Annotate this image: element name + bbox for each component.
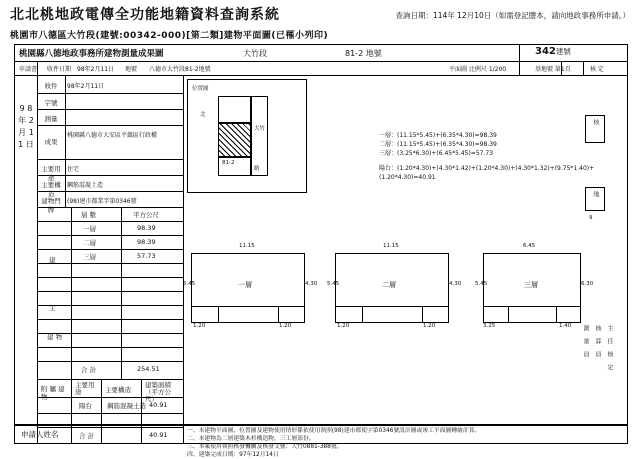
sketch-parcel-a — [218, 96, 252, 124]
divider — [37, 61, 38, 75]
floor-plan-2-dim-top: 11.15 — [383, 243, 399, 249]
stamp-vertical-note-2: 主 任 核 定 — [606, 325, 613, 370]
floor-plan-2-label: 二層 — [382, 281, 396, 289]
formula-line-0: 一層：(11.15*5.45)+(6.35*4.30)=98.39 — [379, 132, 497, 139]
meta-check: 核 定 — [590, 66, 604, 73]
formula-line-1: 二層：(11.15*5.45)+(6.35*4.30)=98.39 — [379, 141, 497, 148]
sheet-meta-row — [15, 61, 627, 76]
divider — [71, 207, 72, 379]
area-row-floor-1: 二層 — [83, 239, 96, 247]
reg-label-4: 主要用途 — [41, 165, 61, 182]
divider — [278, 306, 279, 322]
divider — [37, 319, 183, 320]
applicant-label: 申請人姓名 — [21, 430, 59, 439]
floor-plan-3-dim-right: 6.30 — [581, 281, 594, 287]
divider — [519, 45, 520, 61]
reg-value-4: 住宅 — [67, 166, 80, 173]
area-table — [37, 207, 184, 380]
reg-label-1: 字號 — [44, 99, 58, 107]
annex-row-use-0: 陽台 — [79, 402, 92, 410]
divider — [37, 125, 183, 126]
location-sketch — [187, 79, 307, 193]
area-header-floor: 層 數 — [81, 211, 97, 219]
formula-line-4: 陽台：(1.20*4.30)+(4.30*1.42)+(1.20*4.30)+(4.30*1.32)+(9.75*1.40)+(1.20*4.30)=40.91 — [379, 165, 595, 181]
area-row-floor-0: 一層 — [83, 225, 96, 233]
reg-value-6: (98)建市都業字第0346號 — [67, 198, 137, 205]
divider — [65, 75, 66, 207]
meta-lot-label: 地號 — [125, 66, 138, 73]
divider — [37, 347, 183, 348]
area-group-label: 建 — [49, 256, 56, 264]
sketch-lot-label: 81-2 — [222, 160, 235, 166]
meta-app-label: 申請書 — [19, 66, 38, 73]
note-line-2: 三、本案使用執照核發機關及核發文號：大竹0881-388號。 — [187, 444, 343, 450]
divider — [508, 306, 509, 322]
stamp-box-2-text: 地 — [592, 191, 599, 197]
floor-plan-2-dim-br: 1.20 — [423, 323, 436, 329]
area-total-value: 254.51 — [137, 365, 160, 373]
floor-plan-2 — [335, 253, 449, 323]
page-title: 北北桃地政電傳全功能地籍資料查詢系統 — [10, 7, 280, 23]
floor-plan-3 — [483, 253, 581, 323]
sheet-title-row — [15, 45, 627, 62]
divider — [37, 263, 183, 264]
divider — [583, 61, 584, 75]
divider — [561, 61, 562, 75]
divider — [37, 159, 183, 160]
divider — [183, 75, 184, 425]
annex-header-area: 建築面積（平方公尺） — [145, 381, 171, 403]
reg-label-5: 主要構造 — [41, 181, 61, 198]
annex-row-structure-0: 鋼筋混凝土造 — [107, 402, 146, 410]
divider — [37, 277, 183, 278]
reg-label-3: 成果 — [44, 138, 58, 146]
left-date-text: 9 8 年 2 月 1 1 日 — [18, 104, 34, 149]
divider — [37, 109, 183, 110]
area-row-area-2: 57.73 — [137, 252, 156, 260]
divider — [37, 93, 183, 94]
floor-plan-2-dim-left: 5.45 — [327, 281, 340, 287]
divider — [422, 306, 423, 322]
build-number-suffix: 建號 — [555, 47, 571, 56]
meta-receive-label: 收件日期 — [47, 66, 72, 73]
divider — [37, 291, 183, 292]
annex-group-label: 附 屬 建 物 — [41, 385, 65, 401]
applicant-row — [15, 424, 627, 443]
area-vertical-label-main: 主 — [49, 304, 56, 312]
formula-line-2: 三層：(3.25*6.30)+(6.45*5.45)=57.73 — [379, 150, 494, 157]
divider — [556, 306, 557, 322]
stamp-box-1-text: 核 — [592, 119, 599, 125]
lot-label: 81-2 地號 — [345, 49, 382, 58]
floor-plan-1-dim-br: 1.20 — [279, 323, 292, 329]
floor-plan-2-dim-bl: 1.20 — [337, 323, 350, 329]
left-date-column — [15, 75, 38, 443]
reg-value-5: 鋼筋混凝土造 — [67, 182, 104, 189]
area-row-floor-2: 三層 — [83, 253, 96, 261]
area-formulas — [379, 131, 617, 182]
area-row-area-1: 98.39 — [137, 238, 156, 246]
section-label: 大竹段 — [243, 49, 267, 58]
floor-plan-1-dim-right: 4.30 — [305, 281, 318, 287]
divider — [37, 305, 183, 306]
build-number — [535, 46, 571, 57]
divider — [192, 306, 304, 307]
area-total-label: 合 計 — [81, 366, 97, 374]
sketch-north-label: 北 — [200, 112, 206, 118]
floor-plan-1 — [191, 253, 305, 323]
sketch-section-label: 大竹 — [254, 126, 266, 132]
floor-plan-1-dim-top: 11.15 — [239, 243, 255, 249]
area-header-area: 平方公尺 — [133, 211, 159, 219]
divider — [37, 249, 183, 250]
divider — [484, 306, 580, 307]
drawing-area — [183, 75, 627, 425]
reg-label-0: 收件 — [44, 82, 58, 90]
area-vertical-label-body: 建 物 — [47, 333, 63, 341]
note-line-0: 一、本建物平面圖、位置圖及建物使用情形係依使用執照(98)建市都使字第0346號設計圖或竣工平面圖轉繪計算。 — [187, 428, 481, 434]
stamp-box-2 — [585, 187, 605, 211]
reg-value-0: 98年2月11日 — [67, 83, 105, 90]
annex-total-label: 合 計 — [79, 432, 95, 440]
divider — [37, 361, 183, 362]
sketch-parcel-b — [218, 156, 252, 176]
annex-total-value: 40.91 — [149, 431, 168, 439]
survey-sheet-frame — [14, 44, 628, 458]
office-title: 桃園縣八德地政事務所建物測量成果圖 — [19, 49, 164, 59]
reg-value-3: 桃園縣八德市大安區平鎮區行政權 — [67, 132, 158, 139]
reg-label-2: 測量 — [44, 115, 58, 123]
area-row-area-0: 98.39 — [137, 224, 156, 232]
build-number-value: 342 — [535, 46, 556, 57]
stamp-vertical-note-1: 核 算 員 — [594, 325, 601, 357]
annex-header-use: 主要用途 — [75, 381, 95, 396]
page-subtitle: 桃園市八德區大竹段(建號:00342-000)[第二類]建物平面圖(已罹小列印) — [10, 31, 329, 41]
note-line-1: 二、本建物為二層建築木杉構造物，三工層部份。 — [187, 436, 315, 442]
meta-sheet-no: 基地號 第1頁 — [535, 66, 571, 73]
floor-plan-3-dim-left: 5.45 — [475, 281, 488, 287]
annex-row-area-0: 40.91 — [149, 401, 168, 409]
query-date: 查詢日期：114年 12月10日（如需登記謄本，請向地政事務所申請。） — [395, 11, 630, 20]
floor-plan-1-label: 一層 — [238, 281, 252, 289]
divider — [336, 306, 448, 307]
meta-lot-value: 八德市大竹段81-2地號 — [149, 66, 211, 73]
floor-plan-1-dim-left: 5.45 — [183, 281, 196, 287]
reg-label-6: 建物門牌 — [41, 197, 61, 214]
note-line-3: 四、建築完成日期：97年12月14日 — [187, 452, 279, 458]
divider — [37, 221, 183, 222]
floor-plan-3-dim-br: 1.40 — [559, 323, 572, 329]
stamp-side-number: 9 — [589, 215, 593, 221]
floor-plan-2-dim-right: 4.30 — [449, 281, 462, 287]
sketch-parcel-subject — [218, 122, 252, 158]
divider — [218, 306, 219, 322]
divider — [15, 425, 627, 426]
floor-plan-1-dim-bl: 1.20 — [193, 323, 206, 329]
document-header — [10, 4, 630, 41]
floor-plan-3-dim-top: 6.45 — [523, 243, 536, 249]
divider — [121, 207, 122, 379]
floor-plan-3-label: 三層 — [524, 281, 538, 289]
annex-header-structure: 主要構造 — [105, 386, 131, 394]
sketch-road-label: 路 — [254, 166, 260, 172]
registration-table — [37, 75, 184, 214]
divider — [37, 413, 183, 414]
sketch-caption: 位置圖 — [192, 86, 209, 92]
divider — [519, 61, 520, 75]
floor-plan-3-dim-bl: 3.25 — [483, 323, 496, 329]
stamp-vertical-note-0: 測 量 員 — [582, 325, 589, 357]
meta-scale: 平面圖 比例尺 1/200 — [449, 66, 507, 73]
divider — [362, 306, 363, 322]
stamp-box-1 — [585, 115, 605, 143]
meta-receive-date: 98年2月11日 — [77, 66, 115, 73]
divider — [37, 235, 183, 236]
